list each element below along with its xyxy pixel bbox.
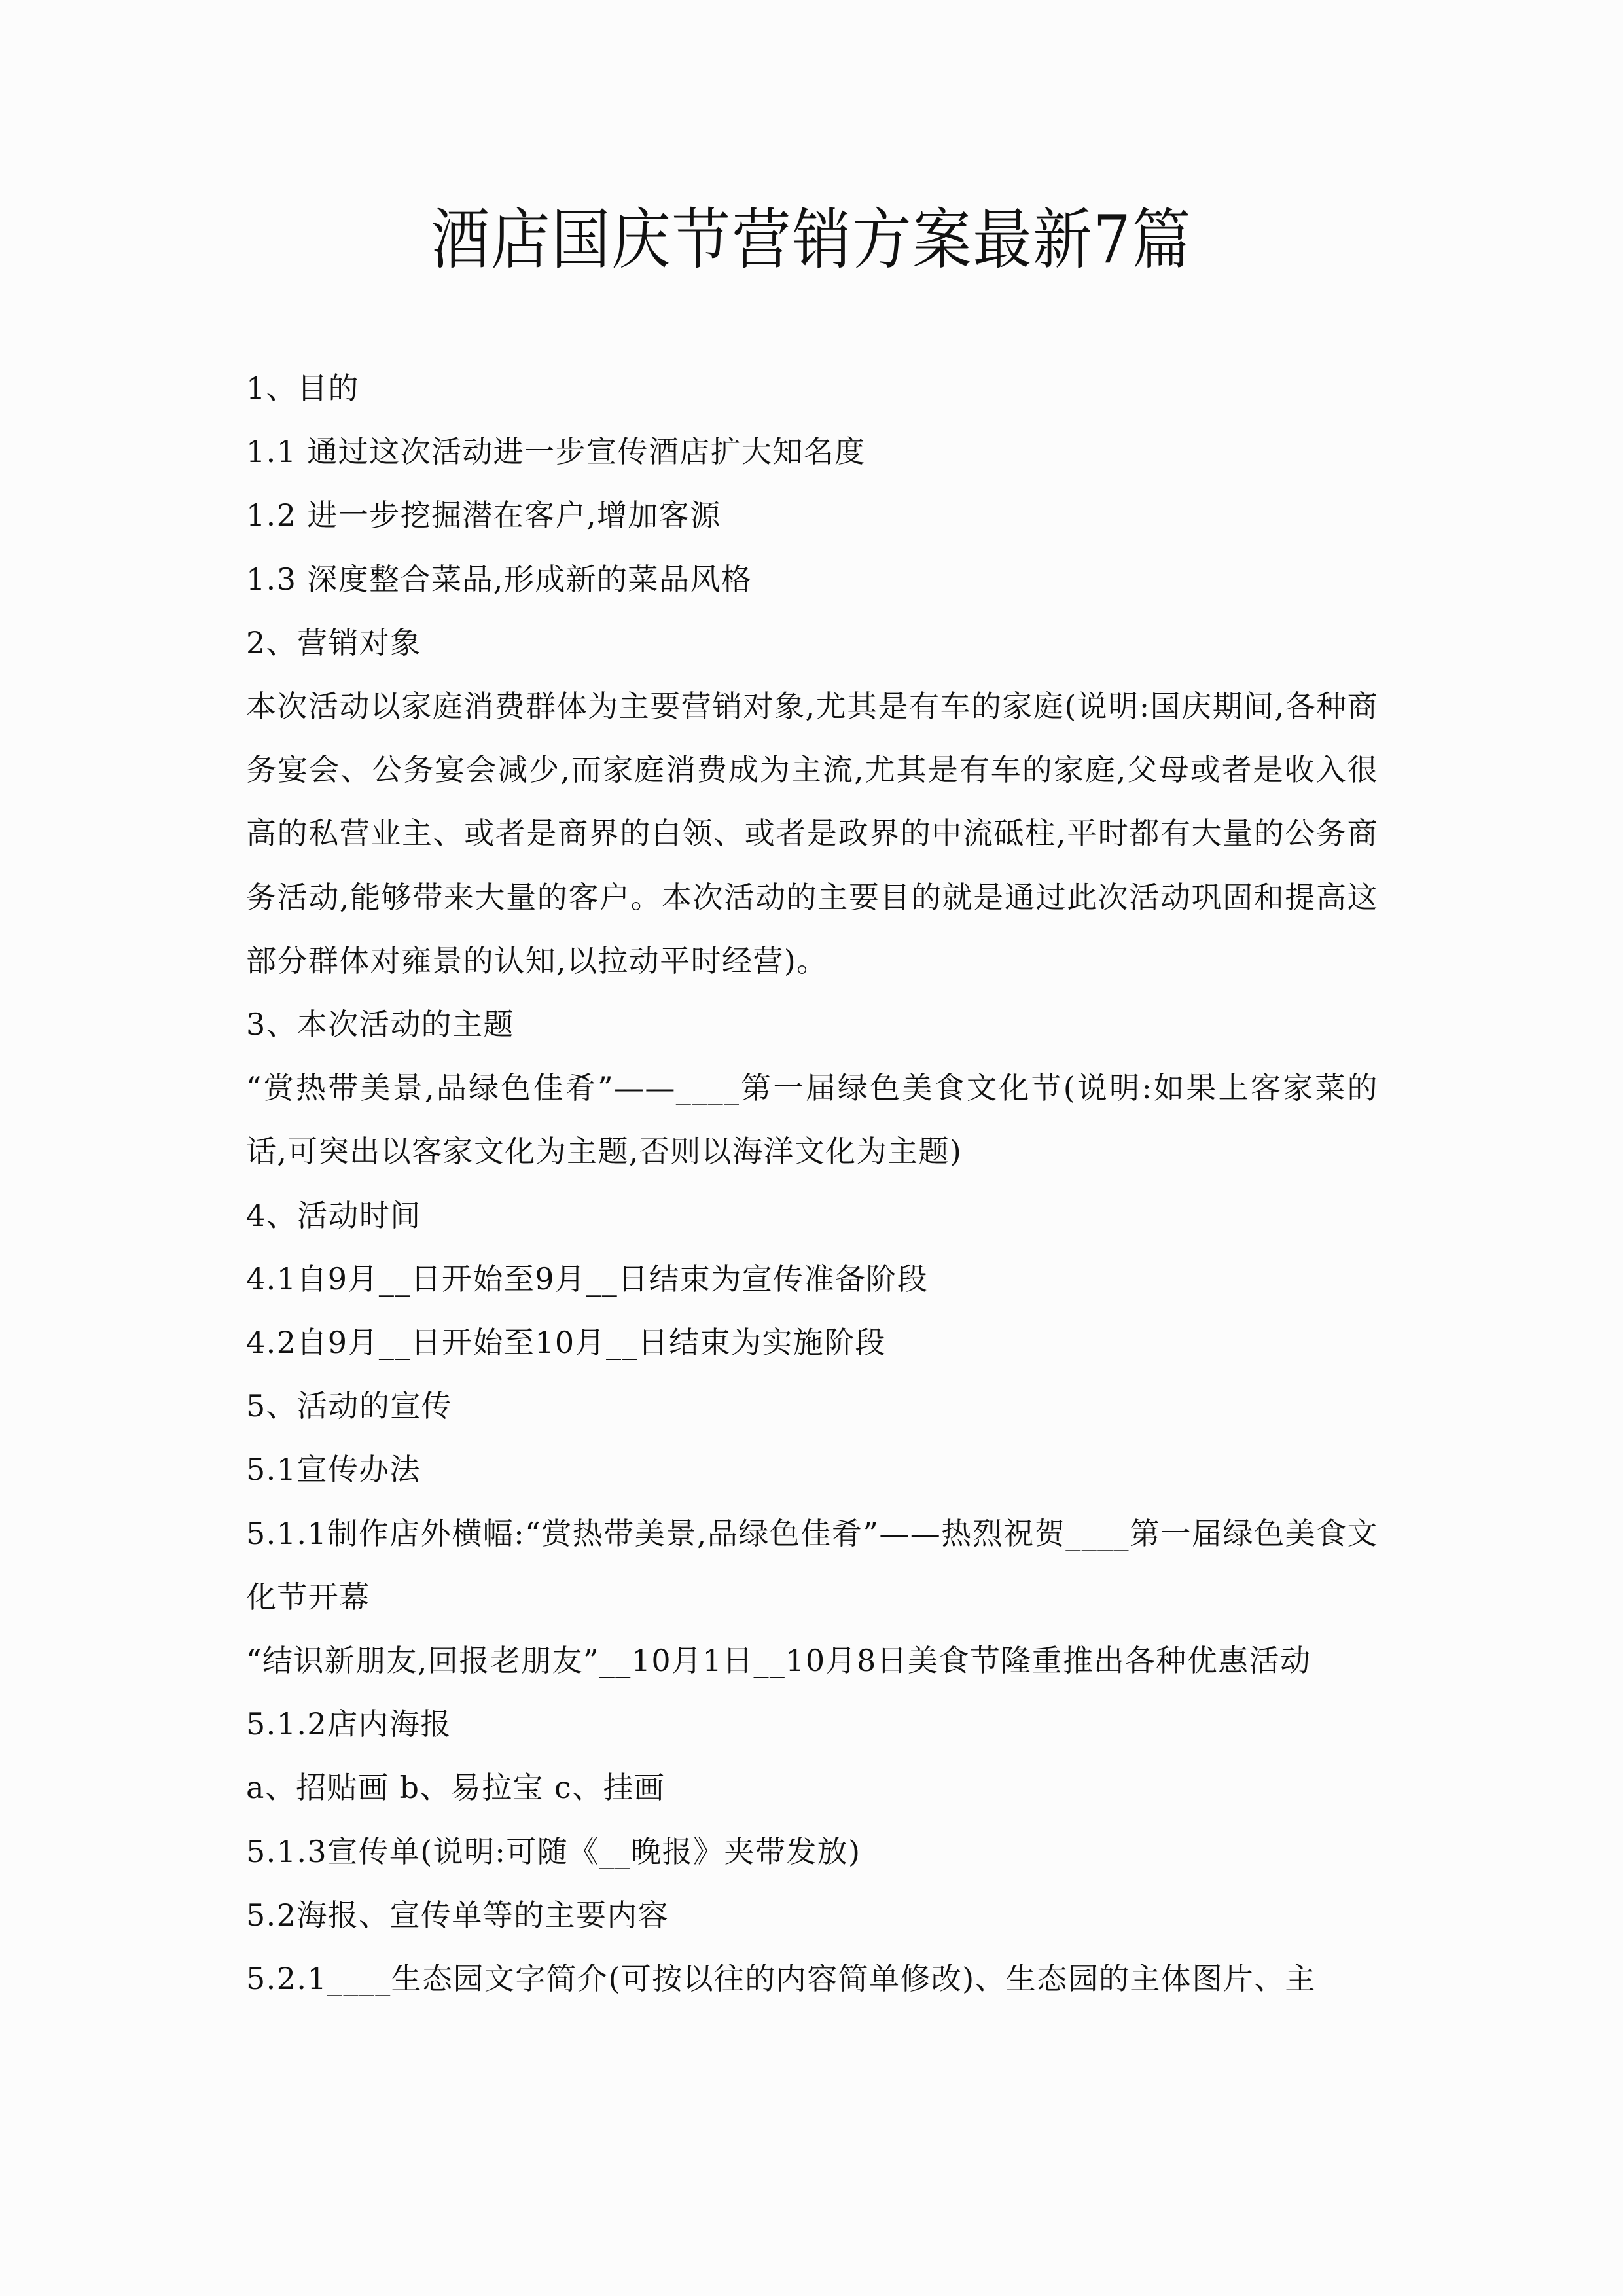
subsection-heading-5-1: 5.1宣传办法 <box>246 1452 421 1488</box>
list-item-4-1: 4.1自9月__日开始至9月__日结束为宣传准备阶段 <box>246 1261 929 1297</box>
section-heading-theme: 3、本次活动的主题 <box>246 1007 514 1043</box>
list-item-5-1-1: 5.1.1制作店外横幅:“赏热带美景,品绿色佳肴”——热烈祝贺____第一届绿色美食文化节开幕 <box>246 1515 1378 1615</box>
section-heading-purpose: 1、目的 <box>246 370 359 406</box>
list-item-5-1-3: 5.1.3宣传单(说明:可随《__晚报》夹带发放) <box>246 1833 861 1869</box>
subsection-heading-5-2: 5.2海报、宣传单等的主要内容 <box>246 1897 669 1933</box>
list-item-poster-types: a、招贴画 b、易拉宝 c、挂画 <box>246 1770 666 1806</box>
paragraph-target-description: 本次活动以家庭消费群体为主要营销对象,尤其是有车的家庭(说明:国庆期间,各种商务宴会、公务宴会减少,而家庭消费成为主流,尤其是有车的家庭,父母或者是收入很高的私营业主、或者是商界的白领、或者是政界的中流砥柱,平时都有大量的公务商务活动,能够带来大量的客户。本次活动的主要目的就是通过此次活动巩固和提高这部分群体对雍景的认知,以拉动平时经营)。 <box>246 689 1378 978</box>
document-body <box>246 357 1378 2011</box>
list-item-5-2-1: 5.2.1____生态园文字简介(可按以往的内容简单修改)、生态园的主体图片、主 <box>246 1961 1316 1997</box>
section-heading-promotion: 5、活动的宣传 <box>246 1388 453 1424</box>
list-item-1-1: 1.1 通过这次活动进一步宣传酒店扩大知名度 <box>246 434 866 470</box>
paragraph-banner-slogan: “结识新朋友,回报老朋友”__10月1日__10月8日美食节隆重推出各种优惠活动 <box>246 1643 1311 1679</box>
document-title: 酒店国庆节营销方案最新7篇 <box>431 201 1192 279</box>
section-heading-time: 4、活动时间 <box>246 1197 421 1233</box>
section-heading-target: 2、营销对象 <box>246 624 421 660</box>
list-item-1-3: 1.3 深度整合菜品,形成新的菜品风格 <box>246 561 752 597</box>
paragraph-theme-description: “赏热带美景,品绿色佳肴”——____第一届绿色美食文化节(说明:如果上客家菜的话,可突出以客家文化为主题,否则以海洋文化为主题) <box>246 1070 1378 1170</box>
list-item-5-1-2: 5.1.2店内海报 <box>246 1706 452 1742</box>
list-item-1-2: 1.2 进一步挖掘潜在客户,增加客源 <box>246 497 721 533</box>
list-item-4-2: 4.2自9月__日开始至10月__日结束为实施阶段 <box>246 1325 886 1361</box>
